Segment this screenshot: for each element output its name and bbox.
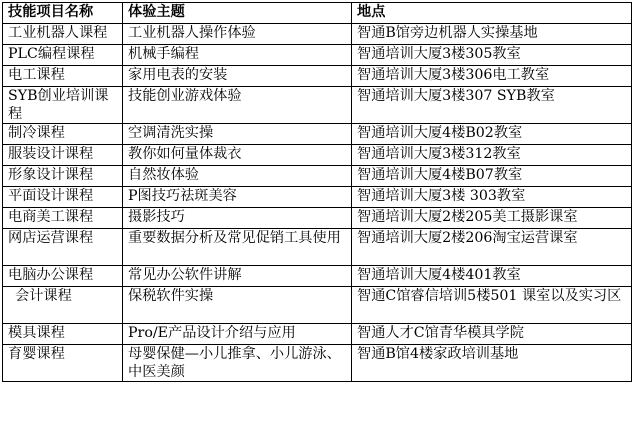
- skill-name-cell: 工业机器人课程: [3, 24, 123, 45]
- location-cell: 智通培训大厦4楼B02教室: [352, 124, 632, 145]
- table-row: [3, 229, 632, 266]
- location-cell: 智通培训大厦4楼B07教室: [352, 166, 632, 187]
- skill-name-cell: 服装设计课程: [3, 145, 123, 166]
- header-location: 地点: [352, 3, 632, 24]
- experience-theme-cell: 保税软件实操: [123, 287, 352, 324]
- experience-theme-cell: 空调清洗实操: [123, 124, 352, 145]
- experience-theme-cell: 自然妆体验: [123, 166, 352, 187]
- experience-theme-cell: P图技巧祛斑美容: [123, 187, 352, 208]
- header-skill-name: 技能项目名称: [3, 3, 123, 24]
- experience-theme-cell: 家用电表的安装: [123, 66, 352, 87]
- location-cell: 智通B馆旁边机器人实操基地: [352, 24, 632, 45]
- location-cell: 智通培训大厦3楼306电工教室: [352, 66, 632, 87]
- skill-name-cell: 制冷课程: [3, 124, 123, 145]
- table-row: [3, 87, 632, 124]
- experience-theme-cell: 工业机器人操作体验: [123, 24, 352, 45]
- table-row: [3, 266, 632, 287]
- location-cell: 智通人才C馆青华模具学院: [352, 324, 632, 345]
- experience-theme-cell: 技能创业游戏体验: [123, 87, 352, 124]
- table-row: [3, 187, 632, 208]
- location-cell: 智通培训大厦3楼312教室: [352, 145, 632, 166]
- skill-name-cell: 平面设计课程: [3, 187, 123, 208]
- skill-name-cell: 电工课程: [3, 66, 123, 87]
- experience-theme-cell: 母婴保健—小儿推拿、小儿游泳、中医美颜: [123, 345, 352, 382]
- experience-theme-cell: 重要数据分析及常见促销工具使用: [123, 229, 352, 266]
- location-cell: 智通培训大厦3楼 303教室: [352, 187, 632, 208]
- table-row: [3, 345, 632, 382]
- skill-name-cell: 育婴课程: [3, 345, 123, 382]
- skill-name-cell: 会计课程: [3, 287, 123, 324]
- table-row: [3, 166, 632, 187]
- table-header-row: [3, 3, 632, 24]
- table-row: [3, 324, 632, 345]
- table-row: [3, 45, 632, 66]
- experience-theme-cell: 教你如何量体裁衣: [123, 145, 352, 166]
- table-row: [3, 24, 632, 45]
- location-cell: 智通B馆4楼家政培训基地: [352, 345, 632, 382]
- table-row: [3, 124, 632, 145]
- header-experience-theme: 体验主题: [123, 3, 352, 24]
- location-cell: 智通培训大厦3楼305教室: [352, 45, 632, 66]
- experience-theme-cell: Pro/E产品设计介绍与应用: [123, 324, 352, 345]
- table-row: [3, 145, 632, 166]
- location-cell: 智通培训大厦4楼401教室: [352, 266, 632, 287]
- location-cell: 智通C馆睿信培训5楼501 课室以及实习区: [352, 287, 632, 324]
- experience-theme-cell: 机械手编程: [123, 45, 352, 66]
- experience-theme-cell: 摄影技巧: [123, 208, 352, 229]
- skill-name-cell: 网店运营课程: [3, 229, 123, 266]
- experience-theme-cell: 常见办公软件讲解: [123, 266, 352, 287]
- skill-name-cell: SYB创业培训课程: [3, 87, 123, 124]
- skills-experience-table: [2, 2, 632, 382]
- skill-name-cell: 电商美工课程: [3, 208, 123, 229]
- location-cell: 智通培训大厦2楼206淘宝运营课室: [352, 229, 632, 266]
- skill-name-cell: PLC编程课程: [3, 45, 123, 66]
- skill-name-cell: 模具课程: [3, 324, 123, 345]
- table-row: [3, 66, 632, 87]
- skill-name-cell: 电脑办公课程: [3, 266, 123, 287]
- table-row: [3, 287, 632, 324]
- location-cell: 智通培训大厦3楼307 SYB教室: [352, 87, 632, 124]
- skill-name-cell: 形象设计课程: [3, 166, 123, 187]
- table-row: [3, 208, 632, 229]
- location-cell: 智通培训大厦2楼205美工摄影课室: [352, 208, 632, 229]
